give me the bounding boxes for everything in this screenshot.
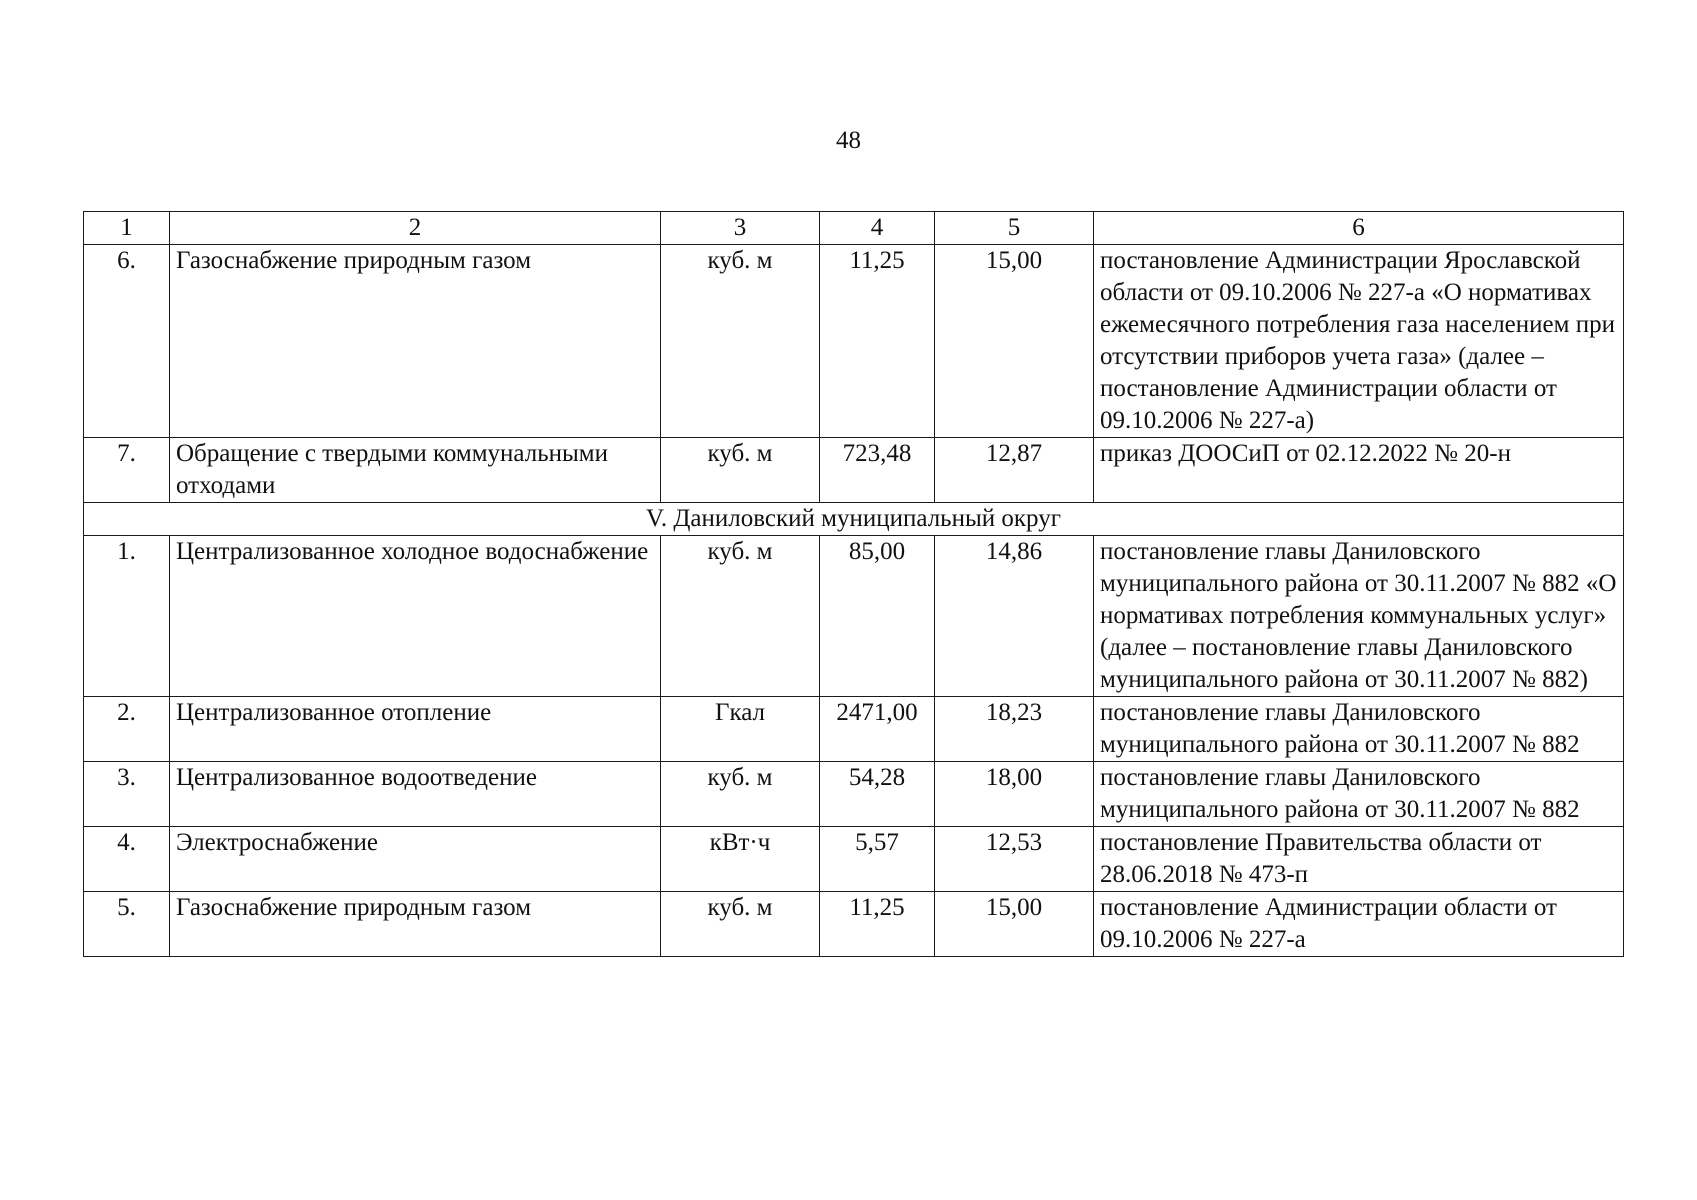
legal-basis: постановление главы Даниловского муниципального района от 30.11.2007 № 882	[1094, 762, 1624, 827]
legal-basis: постановление главы Даниловского муниципального района от 30.11.2007 № 882 «О нормативах потребления коммунальных услуг» (далее – постановление главы Даниловского муниципального района от 30.11.2007 № 882)	[1094, 536, 1624, 697]
value-col5: 15,00	[935, 245, 1094, 438]
unit: куб. м	[661, 536, 820, 697]
row-number: 7.	[84, 438, 170, 503]
row-number: 1.	[84, 536, 170, 697]
value-col4: 11,25	[820, 892, 935, 957]
value-col4: 5,57	[820, 827, 935, 892]
row-number: 3.	[84, 762, 170, 827]
value-col5: 18,23	[935, 697, 1094, 762]
value-col4: 85,00	[820, 536, 935, 697]
table-row	[84, 245, 1624, 438]
legal-basis: постановление Администрации Ярославской области от 09.10.2006 № 227-а «О нормативах ежемесячного потребления газа населением при отсутствии приборов учета газа» (далее – постановление Администрации области от 09.10.2006 № 227-а)	[1094, 245, 1624, 438]
legal-basis: приказ ДООСиП от 02.12.2022 № 20-н	[1094, 438, 1624, 503]
unit: куб. м	[661, 438, 820, 503]
value-col4: 723,48	[820, 438, 935, 503]
table-row	[84, 762, 1624, 827]
section-row	[84, 503, 1624, 536]
page-number: 48	[836, 127, 861, 154]
value-col5: 15,00	[935, 892, 1094, 957]
table-row	[84, 697, 1624, 762]
table-row	[84, 892, 1624, 957]
row-number: 5.	[84, 892, 170, 957]
header-cell-6: 6	[1094, 212, 1624, 245]
unit: Гкал	[661, 697, 820, 762]
unit: куб. м	[661, 762, 820, 827]
row-number: 2.	[84, 697, 170, 762]
service-name: Газоснабжение природным газом	[170, 892, 661, 957]
table-row	[84, 536, 1624, 697]
unit: куб. м	[661, 245, 820, 438]
norms-table	[83, 211, 1624, 957]
row-number: 6.	[84, 245, 170, 438]
row-number: 4.	[84, 827, 170, 892]
service-name: Централизованное холодное водоснабжение	[170, 536, 661, 697]
table-row	[84, 827, 1624, 892]
service-name: Газоснабжение природным газом	[170, 245, 661, 438]
table-row	[84, 438, 1624, 503]
value-col4: 11,25	[820, 245, 935, 438]
unit: кВт·ч	[661, 827, 820, 892]
service-name: Централизованное отопление	[170, 697, 661, 762]
service-name: Централизованное водоотведение	[170, 762, 661, 827]
table-header-row	[84, 212, 1624, 245]
value-col5: 12,87	[935, 438, 1094, 503]
service-name: Обращение с твердыми коммунальными отходами	[170, 438, 661, 503]
value-col4: 54,28	[820, 762, 935, 827]
legal-basis: постановление Администрации области от 09.10.2006 № 227-а	[1094, 892, 1624, 957]
section-title: V. Даниловский муниципальный округ	[84, 503, 1624, 536]
value-col5: 12,53	[935, 827, 1094, 892]
header-cell-3: 3	[661, 212, 820, 245]
value-col5: 18,00	[935, 762, 1094, 827]
header-cell-2: 2	[170, 212, 661, 245]
header-cell-5: 5	[935, 212, 1094, 245]
service-name: Электроснабжение	[170, 827, 661, 892]
header-cell-4: 4	[820, 212, 935, 245]
unit: куб. м	[661, 892, 820, 957]
header-cell-1: 1	[84, 212, 170, 245]
value-col4: 2471,00	[820, 697, 935, 762]
legal-basis: постановление Правительства области от 28.06.2018 № 473-п	[1094, 827, 1624, 892]
legal-basis: постановление главы Даниловского муниципального района от 30.11.2007 № 882	[1094, 697, 1624, 762]
value-col5: 14,86	[935, 536, 1094, 697]
